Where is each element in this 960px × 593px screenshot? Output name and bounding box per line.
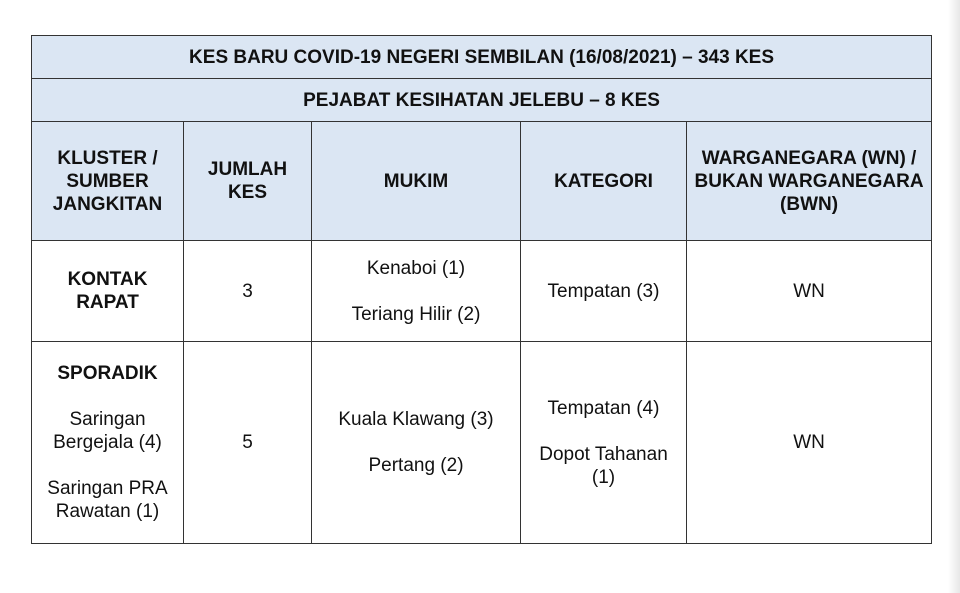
kategori-item: Dopot Tahanan (1) (539, 443, 668, 488)
mukim-item: Teriang Hilir (2) (351, 303, 481, 325)
mukim-item: Kuala Klawang (3) (338, 409, 494, 430)
cell-kategori (521, 241, 687, 342)
kategori-item: Tempatan (4) (547, 397, 660, 419)
table-row (32, 241, 932, 342)
kategori-item: Tempatan (3) (547, 280, 660, 302)
cell-jumlah: 3 (184, 241, 312, 342)
header-jumlah: JUMLAH KES (184, 122, 312, 241)
cell-jumlah: 5 (184, 342, 312, 544)
page-edge-shadow (948, 0, 960, 593)
table-row (32, 342, 932, 544)
table-title-row (32, 36, 932, 79)
kluster-detail: Saringan PRA Rawatan (1) (47, 478, 168, 522)
header-kluster: KLUSTER / SUMBER JANGKITAN (32, 122, 184, 241)
cell-kluster (32, 342, 184, 544)
cell-kategori (521, 342, 687, 544)
table-subtitle-row (32, 79, 932, 122)
mukim-item: Pertang (2) (368, 455, 464, 476)
cell-mukim (312, 342, 521, 544)
kluster-title: SPORADIK (57, 363, 158, 384)
cell-kluster (32, 241, 184, 342)
cell-wn: WN (687, 241, 932, 342)
mukim-item: Kenaboi (1) (366, 257, 466, 279)
table-title: KES BARU COVID-19 NEGERI SEMBILAN (16/08/2021) – 343 KES (32, 36, 932, 79)
cell-mukim (312, 241, 521, 342)
cell-wn: WN (687, 342, 932, 544)
header-mukim: MUKIM (312, 122, 521, 241)
header-kategori: KATEGORI (521, 122, 687, 241)
table-header-row (32, 122, 932, 241)
table-subtitle: PEJABAT KESIHATAN JELEBU – 8 KES (32, 79, 932, 122)
header-warganegara: WARGANEGARA (WN) / BUKAN WARGANEGARA (BWN) (687, 122, 932, 241)
kluster-detail: Saringan Bergejala (4) (53, 409, 162, 453)
kluster-title: KONTAK RAPAT (67, 269, 148, 313)
covid-cases-table (31, 35, 932, 544)
